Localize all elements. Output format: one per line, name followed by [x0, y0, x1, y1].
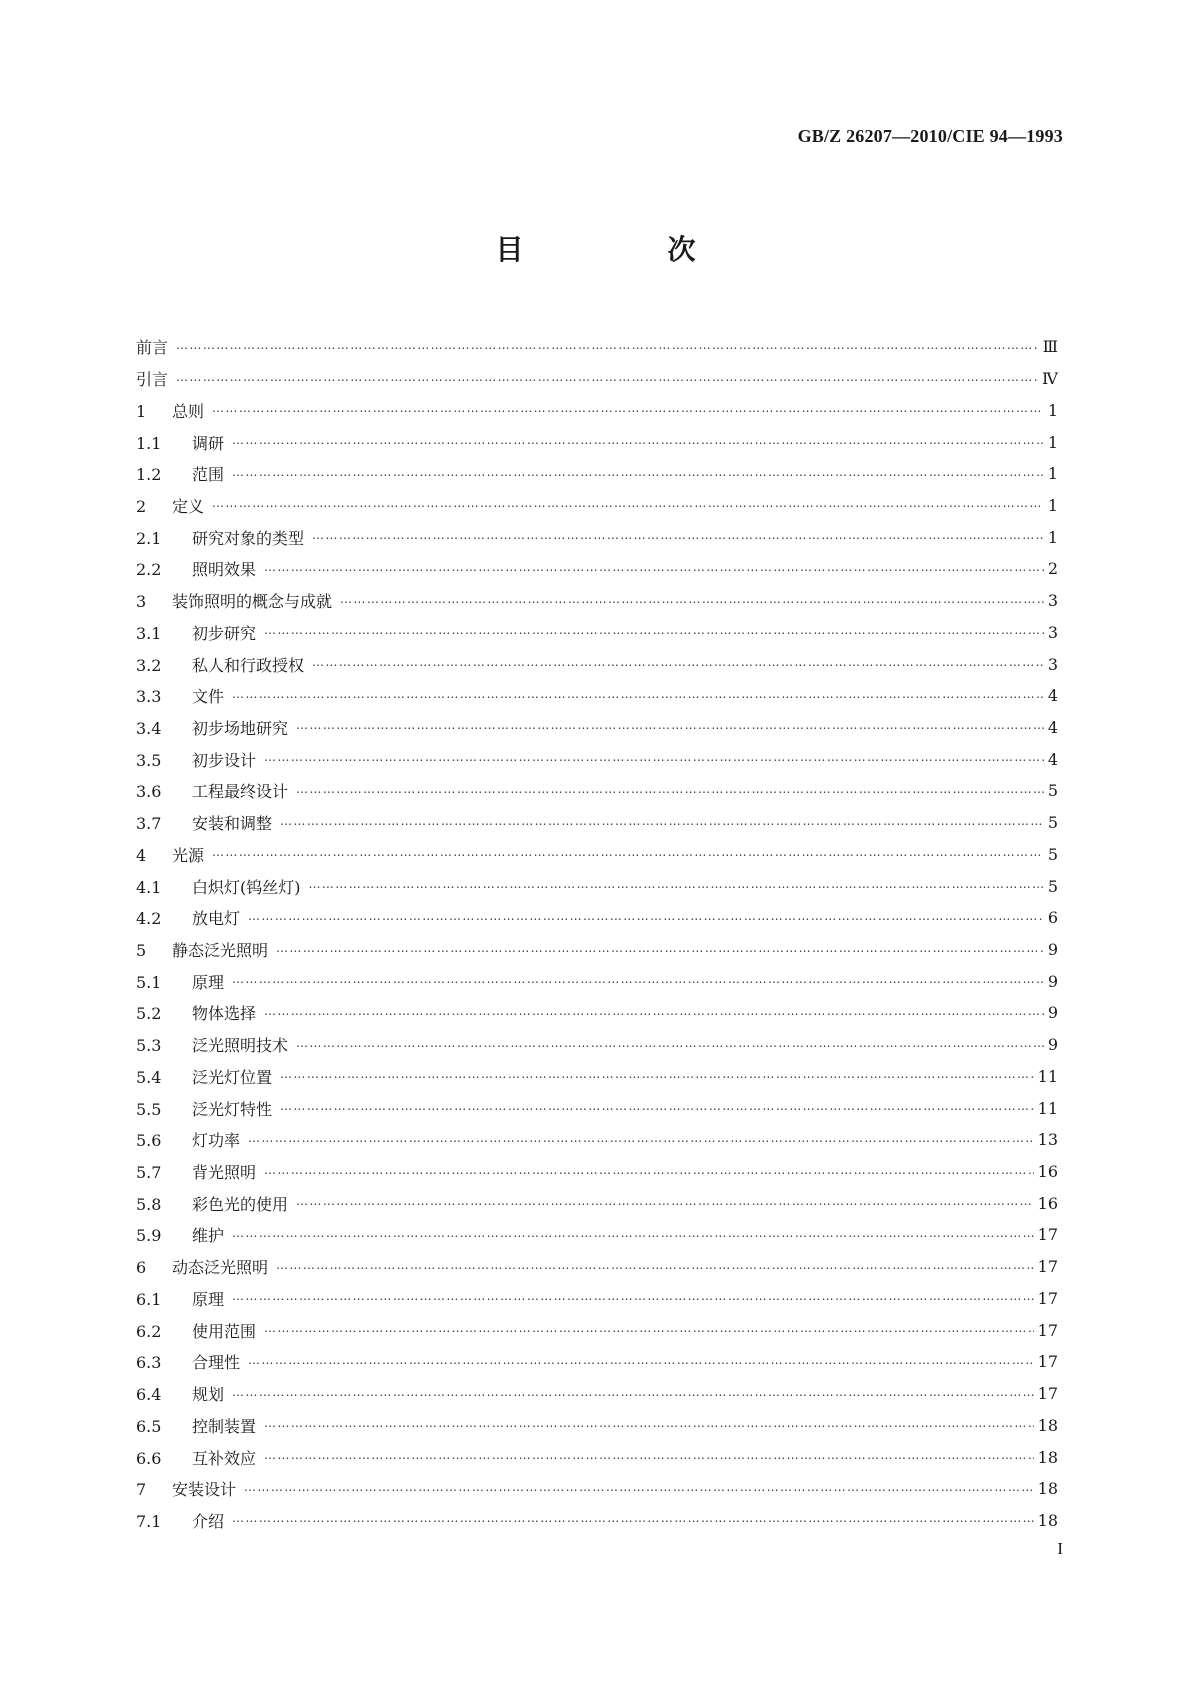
toc-entry-title: 放电灯 [192, 909, 241, 929]
toc-entry-number: 7.1 [136, 1511, 162, 1531]
toc-entry-label [136, 557, 256, 580]
toc-entry-number: 5.2 [136, 1004, 162, 1024]
toc-entry-title: 定义 [172, 496, 205, 516]
toc-entry-number: 3.4 [136, 718, 162, 738]
toc-entry-number: 3.1 [136, 623, 162, 643]
toc-entry-page: 17 [1037, 1384, 1058, 1404]
toc-entry[interactable] [136, 807, 1058, 839]
toc-leader-dots [232, 465, 1044, 479]
toc-entry-title: 安装设计 [172, 1480, 237, 1500]
toc-entry[interactable] [136, 490, 1058, 522]
toc-leader-dots [232, 1226, 1034, 1240]
toc-entry-label [136, 906, 240, 929]
toc-entry-page: 13 [1037, 1130, 1058, 1150]
toc-entry-title: 泛光灯特性 [192, 1099, 273, 1119]
toc-leader-dots [264, 1163, 1034, 1177]
toc-entry-page: 17 [1037, 1257, 1058, 1277]
toc-leader-dots [280, 814, 1044, 828]
toc-entry-page: Ⅲ [1042, 337, 1058, 357]
toc-entry-number: 1.1 [136, 433, 162, 453]
toc-leader-dots [296, 1194, 1034, 1208]
toc-entry-number: 5.4 [136, 1067, 162, 1087]
toc-entry-number: 6.1 [136, 1289, 162, 1309]
toc-entry-page: 17 [1037, 1288, 1058, 1308]
toc-entry-label [136, 1382, 224, 1405]
toc-entry-title: 光源 [172, 845, 205, 865]
toc-entry-title: 照明效果 [192, 560, 257, 580]
toc-entry[interactable] [136, 1314, 1058, 1346]
page-title: 目 次 [495, 233, 754, 266]
toc-entry-page: 1 [1047, 464, 1058, 484]
toc-entry-label [136, 335, 168, 358]
toc-entry-page: 1 [1047, 495, 1058, 515]
toc-entry-label [136, 779, 288, 802]
toc-entry[interactable] [136, 1124, 1058, 1156]
toc-entry[interactable] [136, 394, 1058, 426]
toc-leader-dots [264, 750, 1044, 764]
toc-entry-number: 5.1 [136, 972, 162, 992]
toc-entry-title: 合理性 [192, 1353, 241, 1373]
toc-leader-dots [176, 370, 1038, 384]
toc-leader-dots [248, 909, 1044, 923]
toc-entry-title: 维护 [192, 1226, 225, 1246]
toc-entry-title: 泛光灯位置 [192, 1067, 273, 1087]
toc-entry-title: 控制装置 [192, 1416, 257, 1436]
toc-entry-page: 1 [1047, 527, 1058, 547]
toc-entry-title: 规划 [192, 1385, 225, 1405]
toc-entry-label [136, 431, 224, 454]
toc-entry-number: 5.8 [136, 1194, 162, 1214]
toc-entry[interactable] [136, 775, 1058, 807]
toc-entry-label [136, 875, 301, 898]
toc-entry-number: 5.9 [136, 1226, 162, 1246]
toc-entry[interactable] [136, 363, 1058, 395]
toc-entry-number: 3.7 [136, 814, 162, 834]
toc-leader-dots [264, 1004, 1044, 1018]
toc-entry[interactable] [136, 965, 1058, 997]
toc-entry[interactable] [136, 331, 1058, 363]
toc-entry-label [136, 716, 288, 739]
toc-entry-page: 6 [1047, 908, 1058, 928]
toc-leader-dots [248, 1353, 1034, 1367]
toc-entry-label [136, 1223, 224, 1246]
toc-entry-number: 3.2 [136, 655, 162, 675]
toc-leader-dots [296, 1036, 1044, 1050]
toc-entry[interactable] [136, 680, 1058, 712]
toc-leader-dots [232, 972, 1044, 986]
toc-entry-number: 6.4 [136, 1385, 162, 1405]
toc-leader-dots [212, 401, 1044, 415]
toc-entry-label [136, 1001, 256, 1024]
toc-entry-page: 16 [1037, 1162, 1058, 1182]
toc-entry-page: 3 [1047, 654, 1058, 674]
toc-entry-number: 6.5 [136, 1416, 162, 1436]
toc-entry-page: 4 [1047, 686, 1058, 706]
toc-entry-label [136, 843, 204, 866]
toc-entry-number: 1 [136, 401, 147, 421]
toc-leader-dots [276, 1258, 1034, 1272]
toc-entry-number: 5.7 [136, 1163, 162, 1183]
toc-entry[interactable] [136, 1378, 1058, 1410]
toc-entry-title: 介绍 [192, 1511, 225, 1531]
toc-entry-title: 彩色光的使用 [192, 1194, 289, 1214]
toc-leader-dots [280, 1067, 1034, 1081]
toc-entry-title: 互补效应 [192, 1448, 257, 1468]
toc-entry-title: 白炽灯(钨丝灯) [192, 877, 301, 897]
toc-leader-dots [312, 655, 1044, 669]
toc-entry-label [136, 970, 224, 993]
toc-entry-number: 5.5 [136, 1099, 162, 1119]
toc-leader-dots [212, 845, 1044, 859]
toc-entry-label [136, 1477, 236, 1500]
toc-entry[interactable] [136, 743, 1058, 775]
toc-entry-title: 文件 [192, 687, 225, 707]
toc-entry-title: 原理 [192, 1289, 225, 1309]
toc-entry-label [136, 684, 224, 707]
toc-entry-page: 9 [1047, 971, 1058, 991]
page-number: I [1057, 1539, 1063, 1558]
toc-entry-title: 前言 [136, 338, 169, 358]
toc-leader-dots [212, 496, 1044, 510]
toc-entry-label [136, 494, 204, 517]
toc-entry-title: 使用范围 [192, 1321, 257, 1341]
toc-leader-dots [248, 1131, 1034, 1145]
toc-entry-title: 研究对象的类型 [192, 528, 305, 548]
toc-entry-label [136, 1128, 240, 1151]
toc-entry-label [136, 1350, 240, 1373]
toc-entry-label [136, 748, 256, 771]
toc-entry-page: 17 [1037, 1225, 1058, 1245]
toc-entry-number: 6.3 [136, 1353, 162, 1373]
toc-entry-number: 2 [136, 496, 147, 516]
toc-entry-title: 原理 [192, 972, 225, 992]
toc-entry-page: 4 [1047, 717, 1058, 737]
toc-entry-label [136, 1319, 256, 1342]
toc-entry-number: 2.2 [136, 560, 162, 580]
toc-entry[interactable] [136, 648, 1058, 680]
toc-leader-dots [264, 1448, 1034, 1462]
toc-entry-title: 初步场地研究 [192, 718, 289, 738]
toc-leader-dots [232, 1511, 1034, 1525]
toc-entry-label [136, 1033, 288, 1056]
toc-entry-title: 范围 [192, 465, 225, 485]
toc-entry-page: 9 [1047, 940, 1058, 960]
toc-entry[interactable] [136, 1251, 1058, 1283]
toc-entry-label [136, 1097, 272, 1120]
toc-entry[interactable] [136, 553, 1058, 585]
toc-entry-label [136, 1255, 268, 1278]
toc-entry[interactable] [136, 1473, 1058, 1505]
toc-entry-number: 6 [136, 1258, 147, 1278]
toc-entry-label [136, 1287, 224, 1310]
toc-entry[interactable] [136, 1505, 1058, 1537]
toc-entry-page: 11 [1037, 1066, 1058, 1086]
toc-entry-title: 泛光照明技术 [192, 1036, 289, 1056]
toc-entry-page: 17 [1037, 1352, 1058, 1372]
toc-entry[interactable] [136, 1092, 1058, 1124]
toc-entry-number: 3 [136, 592, 147, 612]
table-of-contents [136, 331, 1058, 1536]
toc-entry-label [136, 367, 168, 390]
toc-entry-page: 5 [1047, 876, 1058, 896]
toc-entry-title: 私人和行政授权 [192, 655, 305, 675]
toc-leader-dots [296, 718, 1044, 732]
toc-leader-dots [276, 941, 1044, 955]
toc-entry[interactable] [136, 997, 1058, 1029]
toc-entry-title: 灯功率 [192, 1131, 241, 1151]
toc-leader-dots [264, 1416, 1034, 1430]
toc-leader-dots [232, 1385, 1034, 1399]
toc-leader-dots [264, 1321, 1034, 1335]
toc-entry-label [136, 462, 224, 485]
toc-entry-number: 6.6 [136, 1448, 162, 1468]
toc-entry-page: 1 [1047, 400, 1058, 420]
toc-entry-label [136, 1160, 256, 1183]
standard-code: GB/Z 26207—2010/CIE 94—1993 [797, 126, 1063, 146]
toc-entry[interactable] [136, 458, 1058, 490]
toc-entry-number: 3.6 [136, 782, 162, 802]
toc-entry-number: 5.3 [136, 1036, 162, 1056]
toc-leader-dots [309, 877, 1044, 891]
toc-entry-page: 3 [1047, 622, 1058, 642]
toc-entry-number: 4.1 [136, 877, 162, 897]
toc-leader-dots [296, 782, 1044, 796]
toc-entry-number: 5 [136, 941, 147, 961]
toc-entry-number: 3.3 [136, 687, 162, 707]
toc-entry-number: 1.2 [136, 465, 162, 485]
toc-entry-number: 2.1 [136, 528, 162, 548]
toc-entry-title: 调研 [192, 433, 225, 453]
toc-entry-page: 4 [1047, 749, 1058, 769]
toc-entry[interactable] [136, 1061, 1058, 1093]
toc-entry-title: 安装和调整 [192, 814, 273, 834]
toc-entry[interactable] [136, 1156, 1058, 1188]
toc-entry-page: 16 [1037, 1193, 1058, 1213]
toc-entry-label [136, 526, 304, 549]
toc-entry-page: 18 [1037, 1479, 1058, 1499]
toc-entry[interactable] [136, 426, 1058, 458]
toc-entry-page: 5 [1047, 813, 1058, 833]
toc-entry-page: 17 [1037, 1320, 1058, 1340]
toc-entry-title: 初步研究 [192, 623, 257, 643]
toc-entry-page: Ⅳ [1042, 369, 1058, 389]
toc-leader-dots [312, 528, 1044, 542]
toc-entry-label [136, 1192, 288, 1215]
toc-leader-dots [264, 623, 1044, 637]
toc-entry[interactable] [136, 521, 1058, 553]
toc-entry[interactable] [136, 934, 1058, 966]
toc-entry[interactable] [136, 1187, 1058, 1219]
toc-leader-dots [232, 1289, 1034, 1303]
toc-entry-number: 4.2 [136, 909, 162, 929]
toc-entry-title: 工程最终设计 [192, 782, 289, 802]
toc-entry-page: 11 [1037, 1098, 1058, 1118]
toc-leader-dots [232, 687, 1044, 701]
toc-entry-label [136, 1065, 272, 1088]
toc-entry-page: 18 [1037, 1510, 1058, 1530]
toc-entry[interactable] [136, 1409, 1058, 1441]
toc-entry-label [136, 589, 332, 612]
toc-entry-page: 5 [1047, 781, 1058, 801]
toc-entry[interactable] [136, 902, 1058, 934]
toc-entry-title: 物体选择 [192, 1004, 257, 1024]
toc-entry-title: 引言 [136, 370, 169, 390]
toc-entry-label [136, 811, 272, 834]
toc-leader-dots [340, 592, 1044, 606]
toc-leader-dots [280, 1099, 1034, 1113]
toc-entry[interactable] [136, 1346, 1058, 1378]
toc-entry-number: 3.5 [136, 750, 162, 770]
toc-entry-page: 3 [1047, 591, 1058, 611]
toc-entry-label [136, 399, 204, 422]
toc-entry-page: 9 [1047, 1003, 1058, 1023]
toc-entry-title: 总则 [172, 401, 205, 421]
toc-leader-dots [244, 1480, 1034, 1494]
toc-entry-page: 18 [1037, 1415, 1058, 1435]
toc-entry-label [136, 1509, 224, 1532]
toc-entry[interactable] [136, 870, 1058, 902]
toc-entry-title: 动态泛光照明 [172, 1258, 269, 1278]
toc-leader-dots [176, 338, 1039, 352]
toc-entry-number: 4 [136, 845, 147, 865]
toc-leader-dots [264, 560, 1044, 574]
toc-entry[interactable] [136, 1283, 1058, 1315]
toc-entry-number: 6.2 [136, 1321, 162, 1341]
toc-entry-title: 装饰照明的概念与成就 [172, 592, 333, 612]
toc-entry[interactable] [136, 1029, 1058, 1061]
toc-entry[interactable] [136, 1219, 1058, 1251]
toc-entry[interactable] [136, 585, 1058, 617]
toc-entry[interactable] [136, 839, 1058, 871]
toc-leader-dots [232, 433, 1044, 447]
toc-entry-number: 7 [136, 1480, 147, 1500]
toc-entry[interactable] [136, 712, 1058, 744]
toc-entry-label [136, 1446, 256, 1469]
toc-entry[interactable] [136, 616, 1058, 648]
toc-entry-label [136, 938, 268, 961]
toc-entry-page: 1 [1047, 432, 1058, 452]
toc-entry-label [136, 621, 256, 644]
toc-entry-label [136, 653, 304, 676]
toc-entry-page: 2 [1047, 559, 1058, 579]
toc-entry-number: 5.6 [136, 1131, 162, 1151]
toc-entry-page: 18 [1037, 1447, 1058, 1467]
toc-entry-title: 静态泛光照明 [172, 941, 269, 961]
toc-entry-page: 5 [1047, 844, 1058, 864]
toc-entry-title: 初步设计 [192, 750, 257, 770]
toc-entry-page: 9 [1047, 1035, 1058, 1055]
toc-entry[interactable] [136, 1441, 1058, 1473]
toc-entry-label [136, 1414, 256, 1437]
toc-entry-title: 背光照明 [192, 1163, 257, 1183]
